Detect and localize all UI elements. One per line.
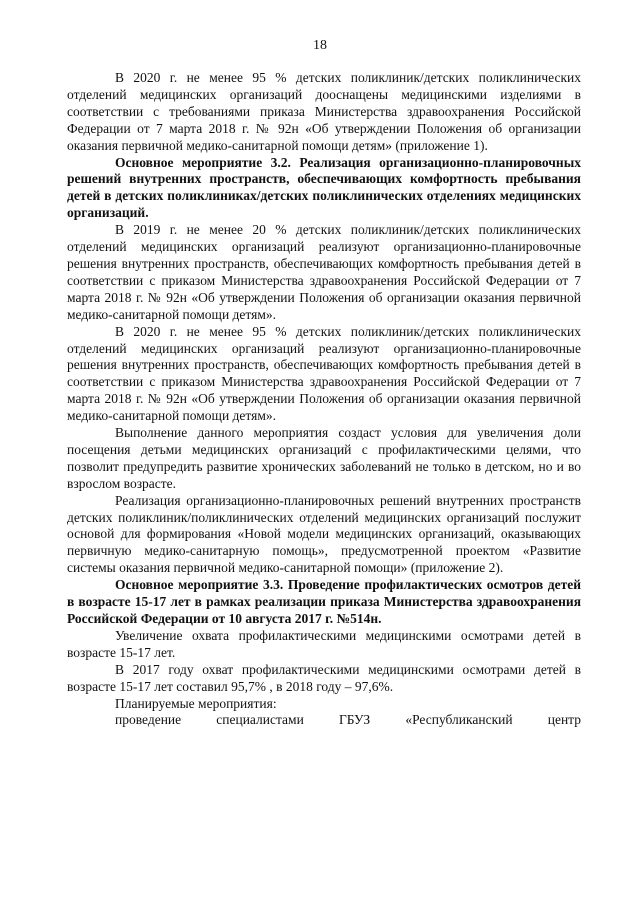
page-number: 18 — [313, 38, 327, 53]
paragraph: Реализация организационно-планировочных решений внутренних пространств детских поликлиник/поликлинических отделений медицинских организаций послужит основой для формирования «Новой модели медицинских организаций, оказывающих первичную медико-санитарную помощь», предусмотренной проектом «Развитие системы оказания первичной медико-санитарной помощи» (приложение 2). — [67, 492, 581, 576]
paragraph: В 2020 г. не менее 95 % детских поликлиник/детских поликлинических отделений медицинских организаций реализуют организационно-планировочные решения внутренних пространств, обеспечивающих комфортность пребывания детей в соответствии с приказом Министерства здравоохранения Российской Федерации от 7 марта 2018 г. № 92н «Об утверждении Положения об организации оказания первичной медико-санитарной помощи детям». — [67, 323, 581, 424]
paragraph: Планируемые мероприятия: — [115, 695, 277, 711]
paragraph: В 2019 г. не менее 20 % детских поликлиник/детских поликлинических отделений медицинских организаций реализуют организационно-планировочные решения внутренних пространств, обеспечивающих комфортность пребывания детей в соответствии с приказом Министерства здравоохранения Российской Федерации от 7 марта 2018 г. № 92н «Об утверждении Положения об организации оказания первичной медико-санитарной помощи детям». — [67, 222, 581, 322]
paragraph: Увеличение охвата профилактическими медицинскими осмотрами детей в возрасте 15-17 лет. — [67, 627, 581, 660]
paragraph: В 2017 году охват профилактическими медицинскими осмотрами детей в возрасте 15-17 лет составил 95,7% , в 2018 году – 97,6%. — [67, 661, 581, 694]
paragraph: проведение специалистами ГБУЗ «Республиканский центр — [115, 712, 581, 728]
document-body — [67, 70, 581, 729]
paragraph: Выполнение данного мероприятия создаст условия для увеличения доли посещения детьми медицинских организаций с профилактическими целями, что позволит предупредить развитие хронических заболеваний не только в детском, но и во взрослом возрасте. — [67, 425, 581, 491]
section-heading-3-3: Основное мероприятие 3.3. Проведение профилактических осмотров детей в возрасте 15-17 лет в рамках реализации приказа Министерства здравоохранения Российской Федерации от 10 августа 2017 г. №514н. — [67, 577, 581, 626]
paragraph: В 2020 г. не менее 95 % детских поликлиник/детских поликлинических отделений медицинских организаций дооснащены медицинскими изделиями в соответствии с требованиями приказа Министерства здравоохранения Российской Федерации от 7 марта 2018 г. № 92н «Об утверждении Положения об организации оказания первичной медико-санитарной помощи детям» (приложение 1). — [67, 70, 581, 153]
section-heading-3-2: Основное мероприятие 3.2. Реализация организационно-планировочных решений внутренних пространств, обеспечивающих комфортность пребывания детей в детских поликлиниках/детских поликлинических отделениях медицинских организаций. — [67, 154, 581, 221]
